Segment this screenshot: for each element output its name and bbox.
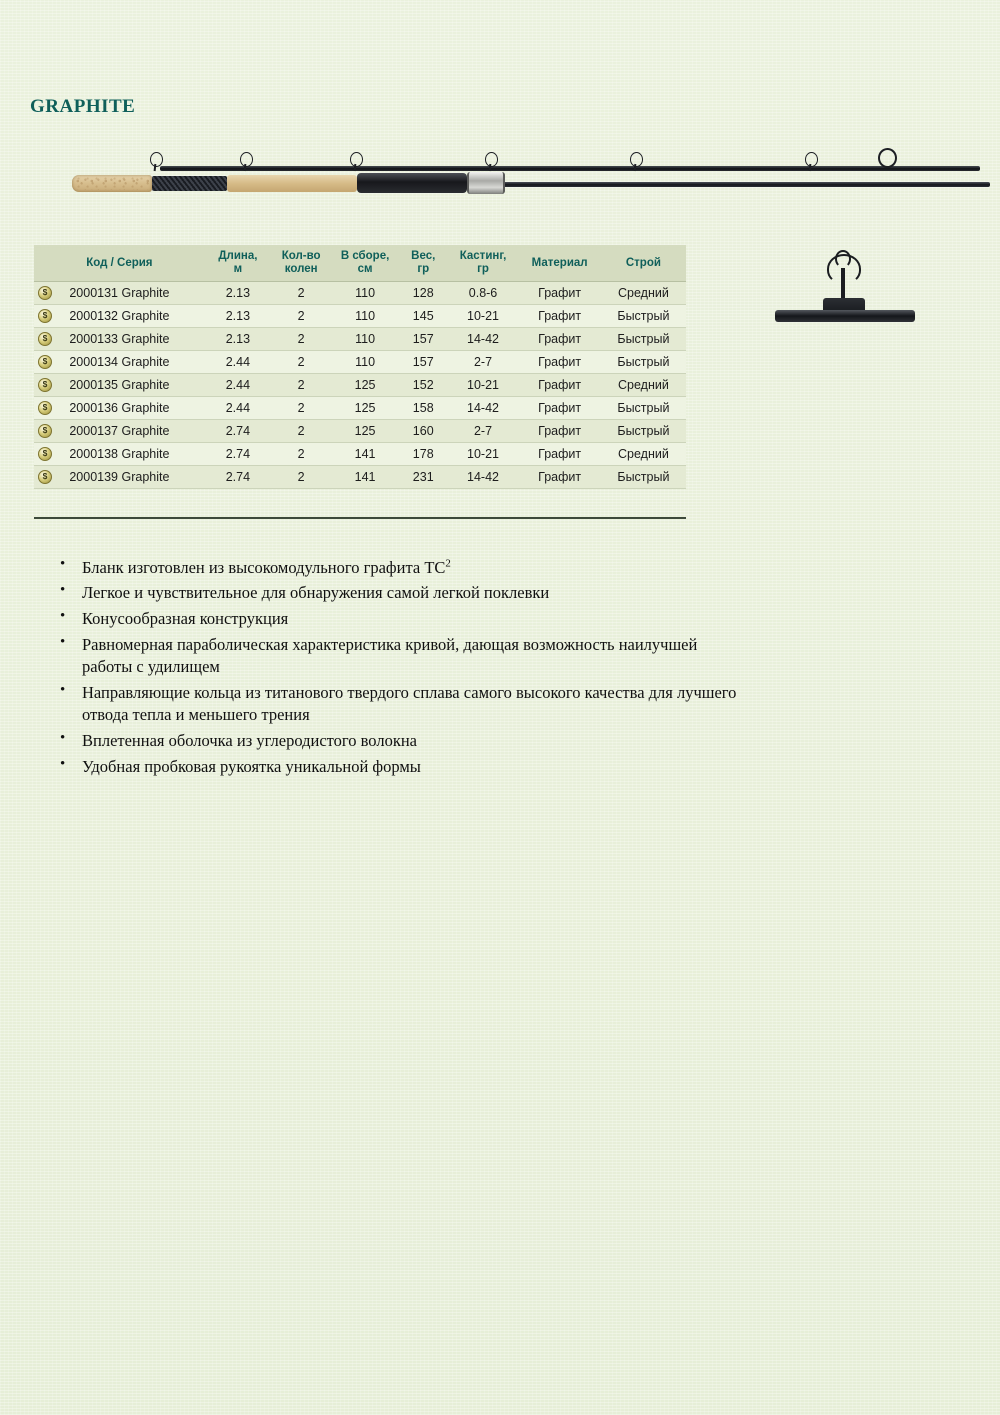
cell-assembled: 110 [331,282,399,305]
cell-casting: 14-42 [448,397,519,420]
cell-action: Быстрый [601,397,686,420]
price-badge-icon: $ [38,309,52,323]
table-body [34,282,686,489]
cell-assembled: 125 [331,374,399,397]
section-divider [34,517,686,519]
cell-sections: 2 [271,305,331,328]
specifications-table-wrap [34,245,686,489]
cell-length: 2.13 [205,282,271,305]
feature-text-1: Бланк изготовлен из высокомодульного графита $TC^2$ [82,557,451,577]
cell-weight: 145 [399,305,448,328]
cell-action: Быстрый [601,305,686,328]
cell-action: Быстрый [601,351,686,374]
cell-sections: 2 [271,282,331,305]
reel-seat-bar [775,310,915,322]
cell-weight: 157 [399,351,448,374]
hook-keeper-loop-icon [835,250,851,268]
table-row[interactable] [34,466,686,489]
price-badge-icon: $ [38,378,52,392]
cell-length: 2.74 [205,443,271,466]
table-row[interactable] [34,351,686,374]
cell-material: Графит [518,328,600,351]
table-header-row [34,245,686,282]
cell-sections: 2 [271,466,331,489]
rod-blank-thin [503,182,990,187]
cell-code: $ 2000133 Graphite [34,328,205,351]
cell-material: Графит [518,374,600,397]
list-item: • Вплетенная оболочка из углеродистого волокна [82,730,746,752]
cell-sections: 2 [271,420,331,443]
table-head [34,245,686,282]
cell-code: $ 2000137 Graphite [34,420,205,443]
rod-guide-icon [350,152,363,167]
features-list [46,556,746,778]
cell-casting: 10-21 [448,443,519,466]
cell-code: $ 2000132 Graphite [34,305,205,328]
list-item: • Легкое и чувствительное для обнаружения самой легкой поклевки [82,582,746,604]
rod-locking-ring [467,172,505,194]
cell-length: 2.74 [205,420,271,443]
rod-guide-icon [150,152,163,167]
price-badge-icon: $ [38,424,52,438]
superscript: 2 [445,557,451,569]
cell-code: $ 2000135 Graphite [34,374,205,397]
cell-sections: 2 [271,351,331,374]
cell-sections: 2 [271,397,331,420]
column-header-material: Материал [518,245,600,282]
features-section [46,556,746,782]
cell-length: 2.13 [205,305,271,328]
column-header-sections: Кол-во колен [271,245,331,282]
reel-seat-stem [841,268,845,300]
cell-weight: 128 [399,282,448,305]
cell-code: $ 2000138 Graphite [34,443,205,466]
cell-length: 2.13 [205,328,271,351]
cell-action: Средний [601,443,686,466]
rod-cork-grip [227,175,357,192]
cell-casting: 14-42 [448,466,519,489]
table-row[interactable] [34,420,686,443]
column-header-action: Строй [601,245,686,282]
cell-weight: 152 [399,374,448,397]
cell-assembled: 141 [331,443,399,466]
cell-length: 2.44 [205,397,271,420]
cell-material: Графит [518,351,600,374]
cell-action: Быстрый [601,466,686,489]
table-row[interactable] [34,328,686,351]
list-item [82,556,746,578]
cell-casting: 10-21 [448,374,519,397]
cell-weight: 178 [399,443,448,466]
price-badge-icon: $ [38,470,52,484]
cell-casting: 10-21 [448,305,519,328]
cell-casting: 2-7 [448,351,519,374]
cell-material: Графит [518,282,600,305]
cell-code: $ 2000136 Graphite [34,397,205,420]
table-row[interactable] [34,374,686,397]
cell-action: Средний [601,374,686,397]
cell-weight: 157 [399,328,448,351]
column-header-assembled: В сборе, см [331,245,399,282]
cell-weight: 231 [399,466,448,489]
price-badge-icon: $ [38,401,52,415]
cell-sections: 2 [271,328,331,351]
cell-assembled: 110 [331,351,399,374]
list-item: • Направляющие кольца из титанового твердого сплава самого высокого качества для лучшего отвода тепла и меньшего трения [82,682,746,726]
price-badge-icon: $ [38,447,52,461]
table-row[interactable] [34,282,686,305]
price-badge-icon: $ [38,355,52,369]
cell-material: Графит [518,420,600,443]
cell-code: $ 2000139 Graphite [34,466,205,489]
cell-casting: 14-42 [448,328,519,351]
cell-sections: 2 [271,443,331,466]
reel-seat-detail-illustration [775,250,915,335]
rod-guide-icon [805,152,818,167]
price-badge-icon: $ [38,332,52,346]
column-header-length: Длина, м [205,245,271,282]
cell-material: Графит [518,305,600,328]
cell-casting: 2-7 [448,420,519,443]
cell-assembled: 125 [331,420,399,443]
cell-casting: 0.8-6 [448,282,519,305]
cell-weight: 160 [399,420,448,443]
cell-action: Быстрый [601,328,686,351]
specifications-table [34,245,686,489]
cell-action: Средний [601,282,686,305]
cell-code: $ 2000134 Graphite [34,351,205,374]
cell-assembled: 125 [331,397,399,420]
cell-sections: 2 [271,374,331,397]
cell-code: $ 2000131 Graphite [34,282,205,305]
cell-action: Быстрый [601,420,686,443]
table-row[interactable] [34,443,686,466]
column-header-weight: Вес, гр [399,245,448,282]
cell-length: 2.74 [205,466,271,489]
list-item: • Конусообразная конструкция [82,608,746,630]
cell-assembled: 110 [331,328,399,351]
list-item: • Равномерная параболическая характеристика кривой, дающая возможность наилучшей работы с удилищем [82,634,746,678]
cell-material: Графит [518,443,600,466]
cell-weight: 158 [399,397,448,420]
rod-tip-top-icon [878,148,897,168]
rod-guide-icon [485,152,498,167]
page-title: GRAPHITE [30,96,136,117]
column-header-code: Код / Серия [34,245,205,282]
rod-upper-section [160,166,980,171]
rod-carbon-weave [152,176,227,191]
price-badge-icon: $ [38,286,52,300]
rod-reel-seat [357,173,467,193]
list-item: • Удобная пробковая рукоятка уникальной формы [82,756,746,778]
cell-length: 2.44 [205,374,271,397]
graphite-rod-illustration [60,140,990,220]
rod-cork-butt [72,175,152,192]
cell-length: 2.44 [205,351,271,374]
cell-material: Графит [518,397,600,420]
rod-guide-icon [240,152,253,167]
rod-guide-icon [630,152,643,167]
cell-assembled: 141 [331,466,399,489]
cell-assembled: 110 [331,305,399,328]
cell-material: Графит [518,466,600,489]
table-row[interactable] [34,305,686,328]
table-row[interactable] [34,397,686,420]
column-header-casting: Кастинг, гр [448,245,519,282]
